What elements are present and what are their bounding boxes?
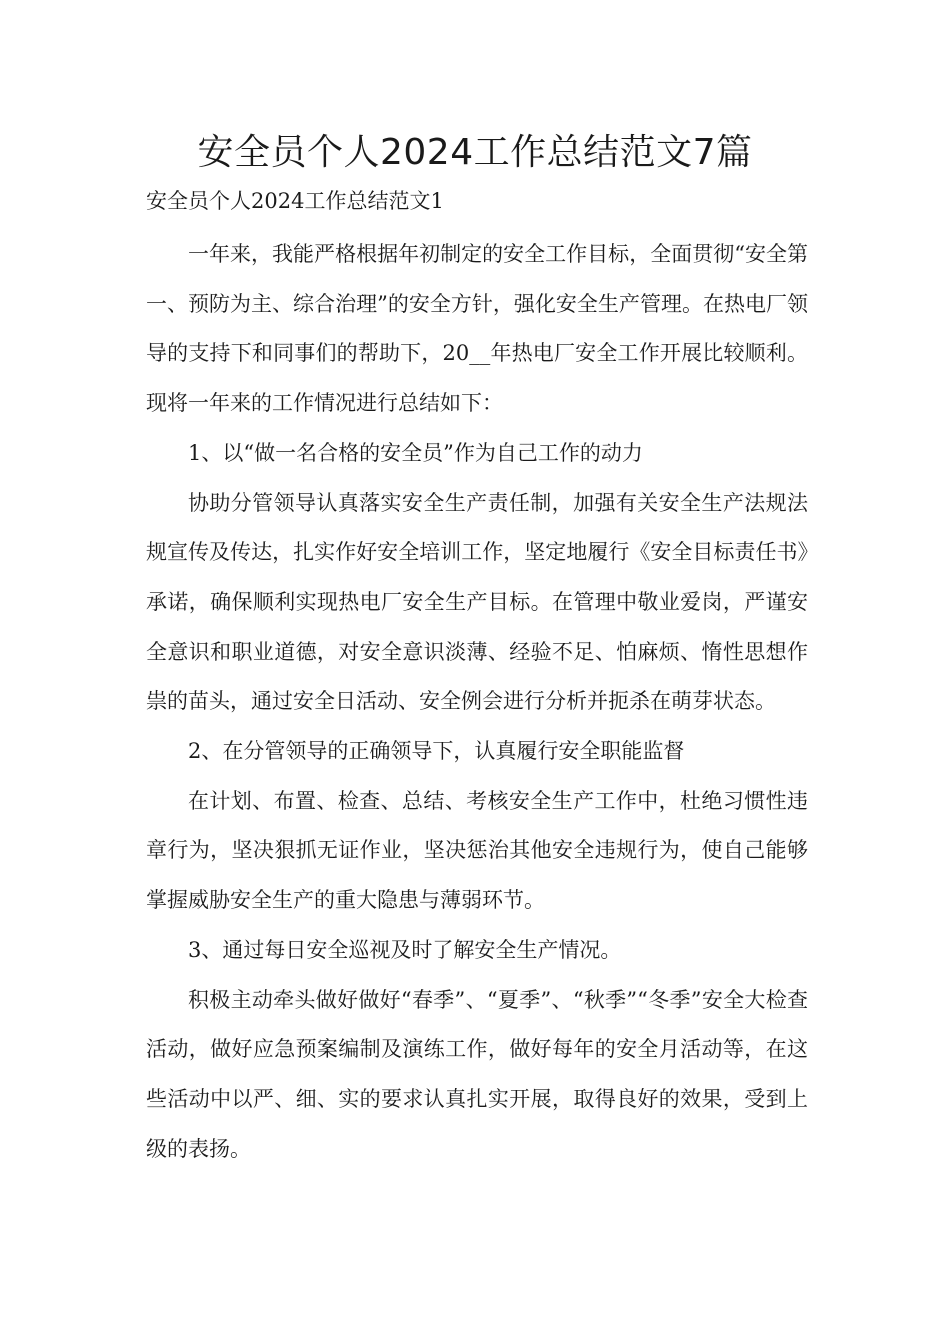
- document-body: [146, 230, 808, 1174]
- paragraph-section-2: 在计划、布置、检查、总结、考核安全生产工作中，杜绝习惯性违章行为，坚决狠抓无证作业，坚决惩治其他安全违规行为，使自己能够掌握威胁安全生产的重大隐患与薄弱环节。: [146, 788, 808, 913]
- paragraph-section-3: 积极主动牵头做好做好“春季”、“夏季”、“秋季”“冬季”安全大检查活动，做好应急预案编制及演练工作，做好每年的安全月活动等，在这些活动中以严、细、实的要求认真扎实开展，取得良好的效果，受到上级的表扬。: [146, 987, 808, 1161]
- paragraph-intro: 一年来，我能严格根据年初制定的安全工作目标，全面贯彻“安全第一、预防为主、综合治理”的安全方针，强化安全生产管理。在热电厂领导的支持下和同事们的帮助下，20__年热电厂安全工作开展比较顺利。现将一年来的工作情况进行总结如下：: [146, 242, 808, 416]
- document-title: 安全员个人2024工作总结范文7篇: [197, 132, 753, 173]
- section-heading-3: 3、通过每日安全巡视及时了解安全生产情况。: [188, 937, 622, 962]
- section-heading-2: 2、在分管领导的正确领导下，认真履行安全职能监督: [188, 739, 685, 764]
- document-subtitle: 安全员个人2024工作总结范文1: [146, 189, 444, 213]
- section-heading-1: 1、以“做一名合格的安全员”作为自己工作的动力: [188, 440, 643, 465]
- paragraph-section-1: 协助分管领导认真落实安全生产责任制，加强有关安全生产法规法规宣传及传达，扎实作好安全培训工作，坚定地履行《安全目标责任书》承诺，确保顺利实现热电厂安全生产目标。在管理中敬业爱岗，严谨安全意识和职业道德，对安全意识淡薄、经验不足、怕麻烦、惰性思想作祟的苗头，通过安全日活动、安全例会进行分析并扼杀在萌芽状态。: [146, 490, 808, 714]
